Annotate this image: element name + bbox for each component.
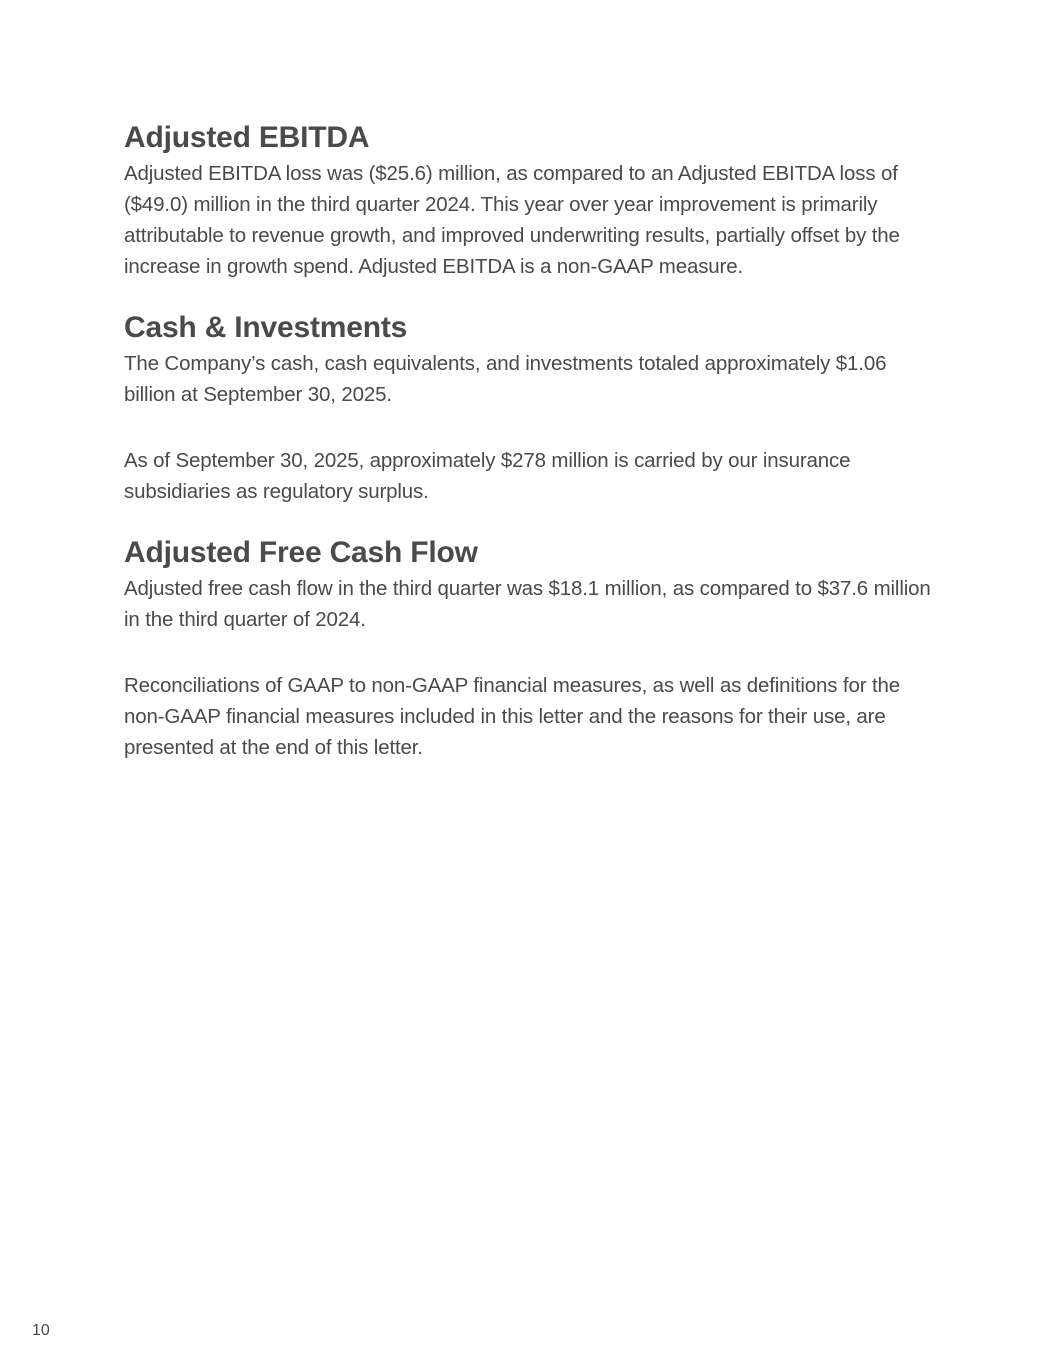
letter-content [124,118,936,763]
page-number: 10 [32,1322,50,1339]
free-cash-flow-paragraph: Adjusted free cash flow in the third quarter was $18.1 million, as compared to $37.6 million in the third quarter of 2024. [124,577,931,631]
section-title-adjusted-free-cash-flow: Adjusted Free Cash Flow [124,536,478,569]
cash-investments-paragraph-1: The Company’s cash, cash equivalents, and investments totaled approximately $1.06 billion at September 30, 2025. [124,352,887,406]
adjusted-ebitda-paragraph: Adjusted EBITDA loss was ($25.6) million, as compared to an Adjusted EBITDA loss of ($49.0) million in the third quarter 2024. This year over year improvement is primarily attributable to revenue growth, and improved underwriting results, partially offset by the increase in growth spend. Adjusted EBITDA is a non-GAAP measure. [124,162,900,278]
reconciliations-paragraph: Reconciliations of GAAP to non-GAAP financial measures, as well as definitions for the non-GAAP financial measures included in this letter and the reasons for their use, are presented at the end of this letter. [124,674,901,759]
section-title-adjusted-ebitda: Adjusted EBITDA [124,121,370,154]
cash-investments-paragraph-2: As of September 30, 2025, approximately $278 million is carried by our insurance subsidiaries as regulatory surplus. [124,449,851,503]
section-title-cash-investments: Cash & Investments [124,311,408,344]
